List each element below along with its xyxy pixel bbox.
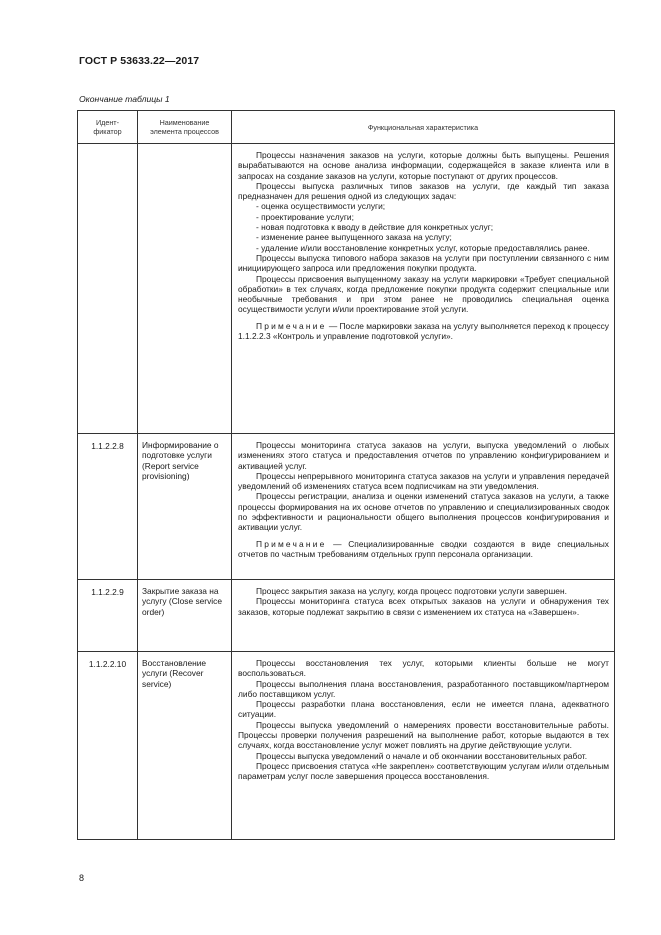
note-text: — После маркировки заказа на услугу выполняется переход к процессу 1.1.2.2.3 «Контроль и управление подготовкой услуги».: [238, 320, 609, 342]
description-paragraph: Процессы регистрации, анализа и оценки изменений статуса заказов на услуги, а также процессы формирования на их основе отчетов по управлению и специализированных сводок по эффективности и рациональности общего выполнения процессов конфигурирования и активации услуг.: [238, 491, 609, 533]
row-name: Восстановление услуги (Recover service): [138, 652, 232, 840]
description-paragraph: Процессы выпуска уведомлений о начале и об окончании восстановительных работ.: [256, 750, 588, 761]
row-name: Закрытие заказа на услугу (Close service order): [138, 580, 232, 652]
description-paragraph: Процессы выпуска различных типов заказов на услуги, где каждый тип заказа предназначен для решения одной из следующих задач:: [238, 180, 609, 202]
description-paragraph: Процесс присвоения статуса «Не закреплен» соответствующим услугам и/или отдельным параметрам услуг после завершения процесса восстановления.: [238, 760, 609, 782]
note-paragraph: [238, 321, 609, 342]
description-paragraph: Процессы выпуска уведомлений о намерениях провести восстановительные работы. Процессы проверки получения разрешений на выполнение работ, которые выдаются в тех случаях, когда восстановление услуг может повлиять на другие действующие услуги.: [238, 719, 609, 751]
row-id: 1.1.2.2.9: [78, 580, 138, 652]
table-row: [78, 434, 615, 580]
document-standard-header: ГОСТ Р 53633.22—2017: [79, 55, 200, 67]
description-paragraph: Процессы назначения заказов на услуги, которые должны быть выпущены. Решения вырабатываются на основе анализа информации, содержащейся в заказе клиента или в запросах на создание заказов на услуги, которые поступают от других процессов.: [238, 150, 609, 181]
note-paragraph: [238, 539, 609, 560]
description-paragraph: Процессы выпуска типового набора заказов на услуги при поступлении связанного с ним инициирующего запроса или предложения покупки продукта.: [238, 252, 609, 274]
row-description: [232, 580, 615, 652]
table-row: [78, 652, 615, 840]
description-paragraph: - удаление и/или восстановление конкретных услуг, которые предоставлялись ранее.: [256, 242, 590, 253]
description-paragraph: Процесс закрытия заказа на услугу, когда процесс подготовки услуги завершен.: [256, 586, 567, 596]
page-number: 8: [79, 873, 85, 883]
description-paragraph: Процессы непрерывного мониторинга статуса заказов на услуги и управления передачей уведомлений об изменениях статуса всем подписчикам на эти уведомления.: [238, 470, 609, 492]
row-id: 1.1.2.2.8: [78, 434, 138, 580]
processes-table: [77, 110, 615, 840]
note-label: Примечание: [256, 320, 327, 331]
column-header-id: Идент- фикатор: [78, 111, 138, 144]
row-id: [78, 144, 138, 434]
column-header-name: Наименование элемента процессов: [138, 111, 232, 144]
description-paragraph: - изменение ранее выпущенного заказа на услугу;: [256, 232, 452, 243]
description-paragraph: Процессы восстановления тех услуг, которыми клиенты больше не могут воспользоваться.: [238, 658, 609, 679]
row-id: 1.1.2.2.10: [78, 652, 138, 840]
note-text: — Специализированные сводки создаются в виде специальных отчетов по частным требованиям отдельных групп персонала организации.: [238, 538, 609, 559]
row-description: [232, 652, 615, 840]
description-paragraph: Процессы мониторинга статуса заказов на услуги, выпуска уведомлений о любых изменениях этого статуса и предоставления отчетов по управлению конфигурированием и активацией услуг.: [238, 440, 609, 471]
row-name: [138, 144, 232, 434]
description-paragraph: Процессы разработки плана восстановления, если не имеется плана, адекватного ситуации.: [238, 699, 609, 720]
description-paragraph: - проектирование услуги;: [256, 211, 354, 222]
description-paragraph: Процессы выполнения плана восстановления, разработанного поставщиком/партнером либо поставщиком услуг.: [238, 678, 609, 699]
table-caption: Окончание таблицы 1: [79, 94, 170, 104]
note-label: Примечание: [256, 538, 327, 549]
row-name: Информирование о подготовке услуги (Report service provisioning): [138, 434, 232, 580]
table-header-row: [78, 111, 615, 144]
row-description: [232, 144, 615, 434]
row-description: [232, 434, 615, 580]
description-paragraph: Процессы присвоения выпущенному заказу на услуги маркировки «Требует специальной обработки» в тех случаях, когда предложение покупки продукта содержит специальные или необычные требования и при этом ранее не проводились специальная оценка осуществимости услуги и/или проектирование этой услуги.: [238, 273, 609, 315]
description-paragraph: - оценка осуществимости услуги;: [256, 201, 386, 212]
description-paragraph: - новая подготовка к вводу в действие для конкретных услуг;: [256, 222, 494, 233]
column-header-description: Функциональная характеристика: [232, 111, 615, 144]
table-row: [78, 144, 615, 434]
table-row: [78, 580, 615, 652]
description-paragraph: Процессы мониторинга статуса всех открытых заказов на услуги и обнаружения тех заказов, которые подлежат закрытию в связи с изменением их статуса на «Завершен».: [238, 596, 609, 617]
